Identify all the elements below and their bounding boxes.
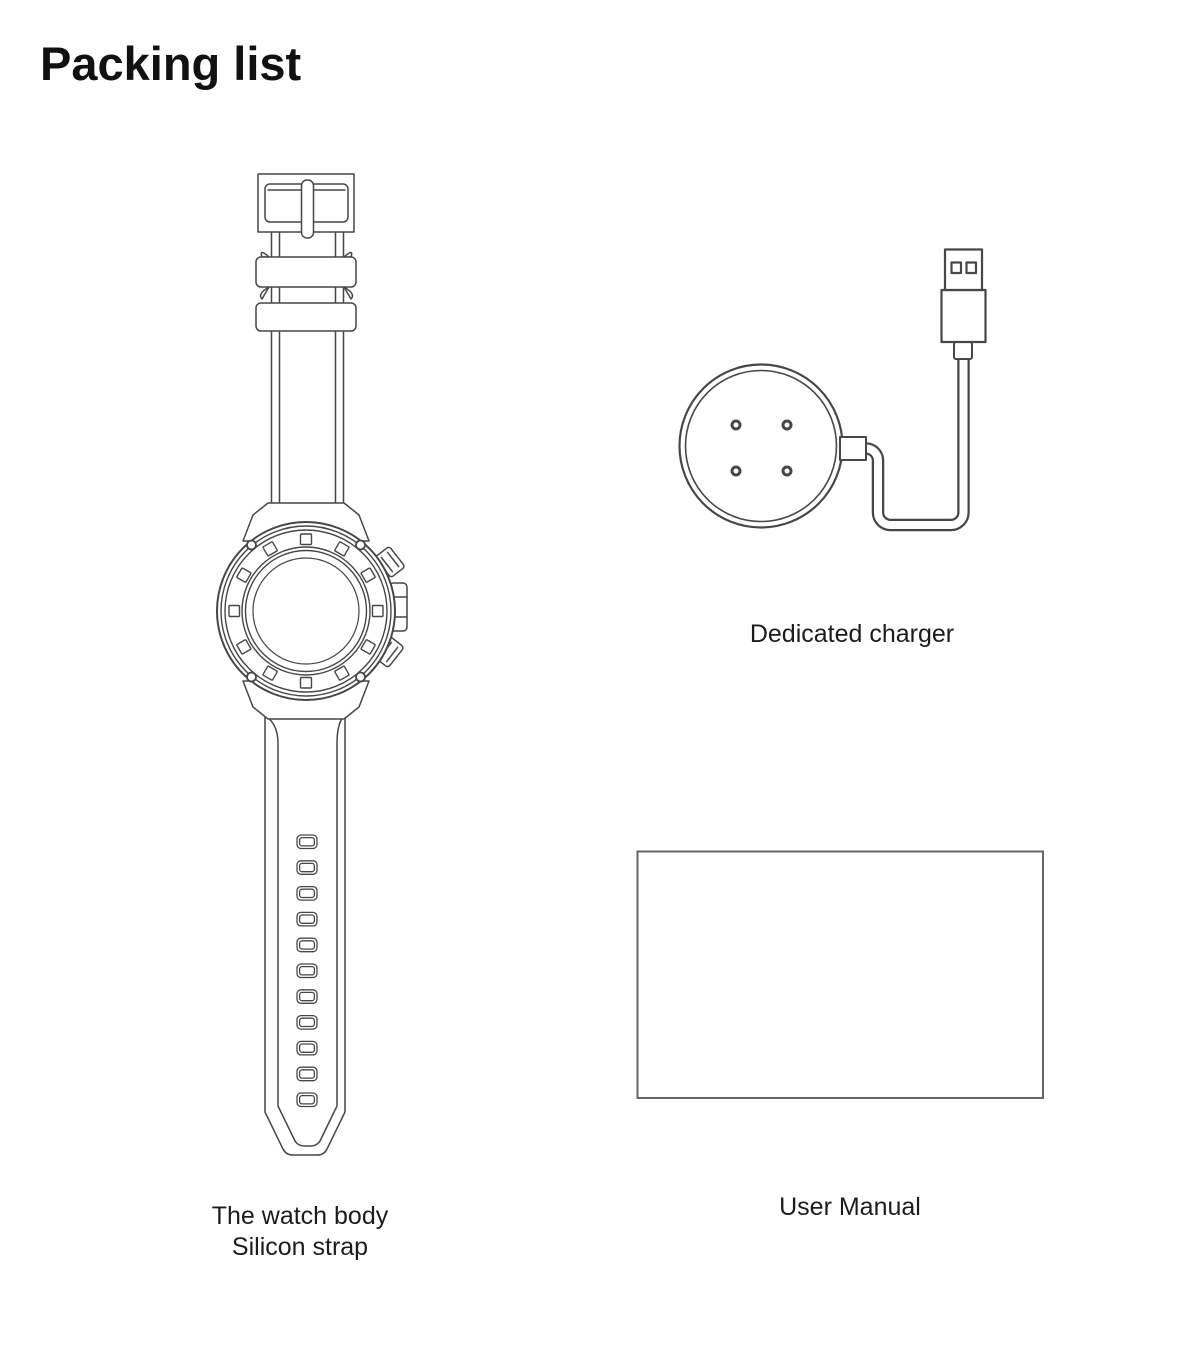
charger-pad	[680, 365, 843, 528]
usb-strain-relief	[954, 342, 972, 359]
page-title: Packing list	[40, 37, 302, 90]
charger-illustration	[680, 250, 986, 528]
charger-cable	[860, 358, 964, 525]
watch-upper-strap	[256, 232, 356, 503]
charger-pins	[732, 421, 791, 475]
charger-connector-stub	[840, 437, 866, 460]
watch-illustration	[217, 174, 407, 1155]
charger-caption: Dedicated charger	[749, 620, 955, 648]
manual-caption: User Manual	[779, 1193, 921, 1221]
usb-plug	[942, 250, 986, 360]
usb-body	[942, 290, 986, 342]
watch-case	[217, 522, 395, 700]
watch-buckle	[258, 174, 354, 238]
manual-illustration	[638, 852, 1044, 1099]
watch-lower-strap	[265, 712, 345, 1155]
watch-caption-line2: Silicon strap	[231, 1233, 369, 1261]
watch-caption	[150, 1201, 450, 1263]
watch-caption-line1: The watch body	[211, 1202, 389, 1230]
